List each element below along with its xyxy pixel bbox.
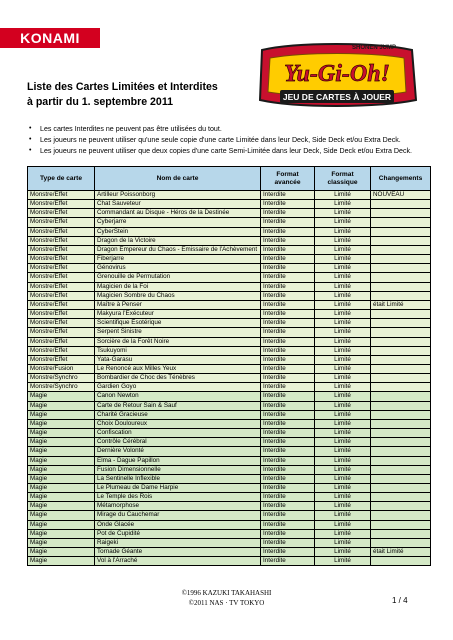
cell-name: Contrôle Cérébral xyxy=(95,438,261,447)
table-row xyxy=(28,392,431,401)
table-row xyxy=(28,429,431,438)
cell-advanced: Interdite xyxy=(261,191,315,200)
cell-name: Grenouille de Permutation xyxy=(95,273,261,282)
cell-type: Monstre/Effet xyxy=(28,218,95,227)
cell-change xyxy=(371,328,431,337)
cell-classic: Limité xyxy=(315,447,371,456)
cell-name: Canon Newton xyxy=(95,392,261,401)
header-classic-line2: classique xyxy=(327,178,358,186)
cell-name: Le Plumeau de Dame Harpie xyxy=(95,484,261,493)
cell-classic: Limité xyxy=(315,529,371,538)
cell-change: était Limité xyxy=(371,548,431,557)
cell-name: Fiberjarre xyxy=(95,255,261,264)
cell-advanced: Interdite xyxy=(261,438,315,447)
brand-top: SHONEN JUMP xyxy=(351,45,397,51)
cell-change xyxy=(371,282,431,291)
cell-type: Magie xyxy=(28,447,95,456)
cell-classic: Limité xyxy=(315,209,371,218)
table-row xyxy=(28,447,431,456)
cell-type: Monstre/Effet xyxy=(28,282,95,291)
cell-advanced: Interdite xyxy=(261,346,315,355)
cell-type: Magie xyxy=(28,502,95,511)
cell-change xyxy=(371,484,431,493)
cell-advanced: Interdite xyxy=(261,209,315,218)
cell-type: Monstre/Effet xyxy=(28,328,95,337)
cell-classic: Limité xyxy=(315,438,371,447)
cell-type: Monstre/Effet xyxy=(28,319,95,328)
table-row xyxy=(28,548,431,557)
cell-classic: Limité xyxy=(315,355,371,364)
cell-name: Métamorphose xyxy=(95,502,261,511)
cell-name: Le Renoncé aux Milles Yeux xyxy=(95,364,261,373)
cell-change xyxy=(371,209,431,218)
table-row xyxy=(28,328,431,337)
cell-advanced: Interdite xyxy=(261,538,315,547)
cell-change xyxy=(371,337,431,346)
table-row xyxy=(28,374,431,383)
cell-type: Monstre/Effet xyxy=(28,227,95,236)
cell-classic: Limité xyxy=(315,310,371,319)
table-row xyxy=(28,529,431,538)
table-row xyxy=(28,355,431,364)
cell-type: Monstre/Effet xyxy=(28,245,95,254)
copyright-line-2: ©2011 NAS · TV TOKYO xyxy=(188,599,265,607)
table-row xyxy=(28,401,431,410)
table-row xyxy=(28,245,431,254)
cell-name: Choix Douloureux xyxy=(95,419,261,428)
cell-advanced: Interdite xyxy=(261,429,315,438)
cell-classic: Limité xyxy=(315,255,371,264)
cell-advanced: Interdite xyxy=(261,328,315,337)
cell-name: Serpent Sinistre xyxy=(95,328,261,337)
cell-classic: Limité xyxy=(315,364,371,373)
cell-classic: Limité xyxy=(315,548,371,557)
bullet-icon: • xyxy=(29,147,32,154)
table-row xyxy=(28,191,431,200)
cell-change xyxy=(371,200,431,209)
table-row xyxy=(28,282,431,291)
cell-type: Magie xyxy=(28,392,95,401)
cell-change xyxy=(371,438,431,447)
table-row xyxy=(28,493,431,502)
cell-advanced: Interdite xyxy=(261,264,315,273)
rule-item xyxy=(27,124,432,134)
cell-change xyxy=(371,493,431,502)
cell-advanced: Interdite xyxy=(261,520,315,529)
cell-change xyxy=(371,538,431,547)
table-row xyxy=(28,419,431,428)
cell-advanced: Interdite xyxy=(261,337,315,346)
cell-name: Pot de Cupidité xyxy=(95,529,261,538)
cell-classic: Limité xyxy=(315,474,371,483)
cell-type: Magie xyxy=(28,410,95,419)
cell-classic: Limité xyxy=(315,291,371,300)
cell-classic: Limité xyxy=(315,484,371,493)
cell-name: Raigeki xyxy=(95,538,261,547)
page-title xyxy=(27,80,247,110)
rule-text: Les joueurs ne peuvent utiliser que deux copies d'une carte Semi-Limitée dans leur Deck, Side Deck et/ou Extra Deck. xyxy=(40,147,413,155)
cell-advanced: Interdite xyxy=(261,227,315,236)
cell-type: Magie xyxy=(28,419,95,428)
cell-change xyxy=(371,511,431,520)
cell-change xyxy=(371,273,431,282)
cell-change xyxy=(371,310,431,319)
table-row xyxy=(28,291,431,300)
cell-advanced: Interdite xyxy=(261,236,315,245)
cell-classic: Limité xyxy=(315,502,371,511)
cell-change xyxy=(371,346,431,355)
cell-type: Magie xyxy=(28,484,95,493)
cell-change xyxy=(371,383,431,392)
table-row xyxy=(28,484,431,493)
cell-change xyxy=(371,419,431,428)
cell-change xyxy=(371,264,431,273)
cell-classic: Limité xyxy=(315,557,371,566)
cell-classic: Limité xyxy=(315,493,371,502)
cell-change xyxy=(371,245,431,254)
cell-name: Carte de Retour Sain & Sauf xyxy=(95,401,261,410)
cell-classic: Limité xyxy=(315,346,371,355)
rule-item xyxy=(27,146,432,156)
cell-name: Tsukuyomi xyxy=(95,346,261,355)
cell-classic: Limité xyxy=(315,273,371,282)
konami-logo: KONAMI xyxy=(0,28,100,48)
header-advanced-line2: avancée xyxy=(274,178,301,186)
cell-name: Vol à l'Arraché xyxy=(95,557,261,566)
cell-classic: Limité xyxy=(315,456,371,465)
cell-classic: Limité xyxy=(315,374,371,383)
table-row xyxy=(28,456,431,465)
cell-classic: Limité xyxy=(315,465,371,474)
cell-type: Monstre/Effet xyxy=(28,191,95,200)
cards-table xyxy=(27,166,431,566)
cell-name: Chat Sauveteur xyxy=(95,200,261,209)
cell-name: Makyura l'Exécuteur xyxy=(95,310,261,319)
table-header-row xyxy=(28,167,431,191)
cell-classic: Limité xyxy=(315,218,371,227)
brand-sub: JEU DE CARTES À JOUER xyxy=(282,92,392,102)
cell-change xyxy=(371,319,431,328)
table-row xyxy=(28,465,431,474)
cell-type: Magie xyxy=(28,429,95,438)
cell-advanced: Interdite xyxy=(261,245,315,254)
cell-advanced: Interdite xyxy=(261,218,315,227)
cell-type: Monstre/Effet xyxy=(28,346,95,355)
cell-advanced: Interdite xyxy=(261,456,315,465)
cell-type: Monstre/Effet xyxy=(28,355,95,364)
cell-advanced: Interdite xyxy=(261,484,315,493)
cell-advanced: Interdite xyxy=(261,355,315,364)
bullet-icon: • xyxy=(29,136,32,143)
cell-type: Monstre/Synchro xyxy=(28,374,95,383)
cell-name: Elma - Dague Papillon xyxy=(95,456,261,465)
table-row xyxy=(28,273,431,282)
cell-classic: Limité xyxy=(315,227,371,236)
table-row xyxy=(28,410,431,419)
cell-advanced: Interdite xyxy=(261,419,315,428)
cell-name: La Sentinelle Inflexible xyxy=(95,474,261,483)
rules-list xyxy=(27,124,432,157)
table-row xyxy=(28,209,431,218)
cell-change: était Limité xyxy=(371,300,431,309)
page-number: 1 / 4 xyxy=(392,596,408,605)
cell-classic: Limité xyxy=(315,319,371,328)
cell-change xyxy=(371,227,431,236)
cell-change xyxy=(371,236,431,245)
cell-advanced: Interdite xyxy=(261,300,315,309)
cell-type: Magie xyxy=(28,438,95,447)
header-classic xyxy=(315,167,371,191)
cell-name: Yata-Garasu xyxy=(95,355,261,364)
cell-advanced: Interdite xyxy=(261,364,315,373)
cell-name: Bombardier de Choc des Ténèbres xyxy=(95,374,261,383)
table-row xyxy=(28,337,431,346)
cell-advanced: Interdite xyxy=(261,310,315,319)
cell-advanced: Interdite xyxy=(261,392,315,401)
cell-advanced: Interdite xyxy=(261,383,315,392)
header-type: Type de carte xyxy=(28,167,95,191)
cell-type: Monstre/Effet xyxy=(28,200,95,209)
cell-classic: Limité xyxy=(315,511,371,520)
cell-classic: Limité xyxy=(315,300,371,309)
cell-name: Onde Glacée xyxy=(95,520,261,529)
cell-name: Fusion Dimensionnelle xyxy=(95,465,261,474)
cell-change xyxy=(371,447,431,456)
cell-advanced: Interdite xyxy=(261,319,315,328)
cell-classic: Limité xyxy=(315,337,371,346)
header-name: Nom de carte xyxy=(95,167,261,191)
cell-type: Monstre/Effet xyxy=(28,300,95,309)
cell-change xyxy=(371,401,431,410)
cell-classic: Limité xyxy=(315,236,371,245)
cell-advanced: Interdite xyxy=(261,273,315,282)
table-row xyxy=(28,383,431,392)
title-line-2: à partir du 1. septembre 2011 xyxy=(27,96,174,108)
cell-classic: Limité xyxy=(315,401,371,410)
cell-classic: Limité xyxy=(315,191,371,200)
table-row xyxy=(28,310,431,319)
cell-advanced: Interdite xyxy=(261,502,315,511)
cell-classic: Limité xyxy=(315,245,371,254)
brand-main: Yu-Gi-Oh! xyxy=(284,61,390,87)
cell-advanced: Interdite xyxy=(261,291,315,300)
cell-name: Maître à Penser xyxy=(95,300,261,309)
cell-type: Monstre/Effet xyxy=(28,337,95,346)
cell-advanced: Interdite xyxy=(261,255,315,264)
cell-type: Monstre/Synchro xyxy=(28,383,95,392)
cell-change xyxy=(371,502,431,511)
cell-name: Le Temple des Rois xyxy=(95,493,261,502)
rule-item xyxy=(27,135,432,145)
table-row xyxy=(28,502,431,511)
cell-change xyxy=(371,218,431,227)
cell-advanced: Interdite xyxy=(261,374,315,383)
cell-classic: Limité xyxy=(315,328,371,337)
cell-classic: Limité xyxy=(315,200,371,209)
cell-advanced: Interdite xyxy=(261,493,315,502)
table-row xyxy=(28,218,431,227)
cell-name: Commandant au Disque - Héros de la Destinée xyxy=(95,209,261,218)
cell-classic: Limité xyxy=(315,392,371,401)
cell-name: Scientifique Ésotérique xyxy=(95,319,261,328)
cell-change xyxy=(371,374,431,383)
cell-change xyxy=(371,364,431,373)
table-row xyxy=(28,474,431,483)
cell-type: Monstre/Effet xyxy=(28,255,95,264)
cell-advanced: Interdite xyxy=(261,401,315,410)
cell-classic: Limité xyxy=(315,419,371,428)
cell-advanced: Interdite xyxy=(261,200,315,209)
cell-change: NOUVEAU xyxy=(371,191,431,200)
header-advanced-line1: Format xyxy=(276,170,299,178)
rule-text: Les cartes Interdites ne peuvent pas être utilisées du tout. xyxy=(40,125,222,133)
table-row xyxy=(28,438,431,447)
cell-type: Monstre/Effet xyxy=(28,310,95,319)
cell-classic: Limité xyxy=(315,264,371,273)
cell-type: Monstre/Fusion xyxy=(28,364,95,373)
cell-name: Sorcière de la Forêt Noire xyxy=(95,337,261,346)
cell-type: Monstre/Effet xyxy=(28,236,95,245)
table-row xyxy=(28,364,431,373)
table-row xyxy=(28,200,431,209)
cell-type: Magie xyxy=(28,548,95,557)
cell-classic: Limité xyxy=(315,383,371,392)
cell-change xyxy=(371,465,431,474)
cell-advanced: Interdite xyxy=(261,410,315,419)
cell-name: Dragon de la Victoire xyxy=(95,236,261,245)
cell-change xyxy=(371,255,431,264)
cell-change xyxy=(371,355,431,364)
cell-change xyxy=(371,291,431,300)
header-classic-line1: Format xyxy=(331,170,354,178)
cell-type: Magie xyxy=(28,529,95,538)
cell-name: Gardien Goyo xyxy=(95,383,261,392)
cell-name: Artilleur Poissonborg xyxy=(95,191,261,200)
cell-classic: Limité xyxy=(315,520,371,529)
table-row xyxy=(28,319,431,328)
cell-type: Magie xyxy=(28,465,95,474)
cell-advanced: Interdite xyxy=(261,474,315,483)
cell-type: Monstre/Effet xyxy=(28,291,95,300)
cell-type: Monstre/Effet xyxy=(28,209,95,218)
cell-type: Magie xyxy=(28,456,95,465)
cell-name: Charité Gracieuse xyxy=(95,410,261,419)
cell-type: Magie xyxy=(28,493,95,502)
cell-type: Monstre/Effet xyxy=(28,264,95,273)
cell-name: Magicien Sombre du Chaos xyxy=(95,291,261,300)
cell-type: Magie xyxy=(28,520,95,529)
cell-change xyxy=(371,429,431,438)
table-row xyxy=(28,511,431,520)
cell-advanced: Interdite xyxy=(261,557,315,566)
copyright-line-1: ©1996 KAZUKI TAKAHASHI xyxy=(181,589,272,597)
table-row xyxy=(28,227,431,236)
cell-name: Génovirus xyxy=(95,264,261,273)
cell-change xyxy=(371,529,431,538)
cell-name: Dernière Volonté xyxy=(95,447,261,456)
cell-name: Mirage du Cauchemar xyxy=(95,511,261,520)
header-advanced xyxy=(261,167,315,191)
table-row xyxy=(28,538,431,547)
table-row xyxy=(28,255,431,264)
table-row xyxy=(28,300,431,309)
cell-advanced: Interdite xyxy=(261,465,315,474)
cell-advanced: Interdite xyxy=(261,447,315,456)
cell-classic: Limité xyxy=(315,538,371,547)
cell-name: Cyberjarre xyxy=(95,218,261,227)
cell-type: Magie xyxy=(28,557,95,566)
cell-advanced: Interdite xyxy=(261,529,315,538)
cell-change xyxy=(371,410,431,419)
cell-advanced: Interdite xyxy=(261,282,315,291)
cell-classic: Limité xyxy=(315,429,371,438)
cell-type: Magie xyxy=(28,474,95,483)
yugioh-logo xyxy=(256,40,418,112)
cell-classic: Limité xyxy=(315,410,371,419)
cell-change xyxy=(371,456,431,465)
table-row xyxy=(28,264,431,273)
table-row xyxy=(28,520,431,529)
bullet-icon: • xyxy=(29,125,32,132)
cell-name: Confiscation xyxy=(95,429,261,438)
title-line-1: Liste des Cartes Limitées et Interdites xyxy=(27,81,218,93)
table-body xyxy=(28,191,431,566)
cell-change xyxy=(371,474,431,483)
cell-change xyxy=(371,557,431,566)
cell-advanced: Interdite xyxy=(261,511,315,520)
cell-type: Magie xyxy=(28,538,95,547)
cell-type: Monstre/Effet xyxy=(28,273,95,282)
cell-name: Magicien de la Foi xyxy=(95,282,261,291)
cell-name: Dragon Empereur du Chaos - Emissaire de l'Achèvement xyxy=(95,245,261,254)
cell-type: Magie xyxy=(28,401,95,410)
table-row xyxy=(28,346,431,355)
cell-change xyxy=(371,520,431,529)
cell-name: CyberStein xyxy=(95,227,261,236)
cell-advanced: Interdite xyxy=(261,548,315,557)
cell-name: Tornade Géante xyxy=(95,548,261,557)
table-row xyxy=(28,557,431,566)
table-row xyxy=(28,236,431,245)
cell-change xyxy=(371,392,431,401)
header-changes: Changements xyxy=(371,167,431,191)
cell-type: Magie xyxy=(28,511,95,520)
rule-text: Les joueurs ne peuvent utiliser qu'une seule copie d'une carte Limitée dans leur Deck, Side Deck et/ou Extra Deck. xyxy=(40,136,401,144)
cell-classic: Limité xyxy=(315,282,371,291)
